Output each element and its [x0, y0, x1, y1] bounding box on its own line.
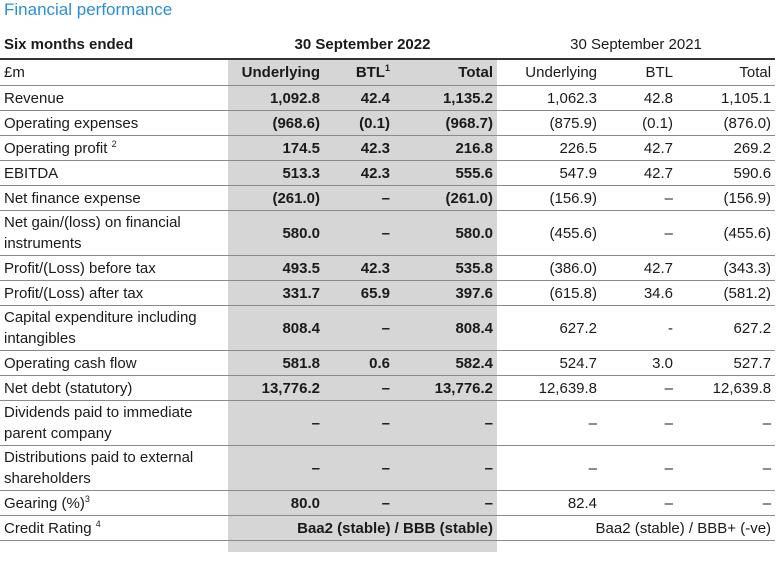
row-label: Operating profit $^2$	[0, 136, 228, 161]
table-row	[0, 446, 775, 491]
cell-underlying-2022: (261.0)	[228, 186, 324, 211]
cell-total-2022: –	[394, 491, 497, 516]
cell-btl-2021: 42.7	[601, 161, 677, 186]
cell-btl-2021: 42.8	[601, 86, 677, 111]
cell-underlying-2022: 331.7	[228, 281, 324, 306]
col-underlying-2022: Underlying	[228, 59, 324, 86]
table-row	[0, 111, 775, 136]
unit-label: £m	[0, 59, 228, 86]
row-label: Revenue	[0, 86, 228, 111]
row-label: Operating expenses	[0, 111, 228, 136]
cell-total-2022: 216.8	[394, 136, 497, 161]
cell-total-2021: (876.0)	[677, 111, 775, 136]
cell-btl-2021: 3.0	[601, 351, 677, 376]
cell-btl-2022: –	[324, 211, 394, 256]
col-btl-2021: BTL	[601, 59, 677, 86]
credit-rating-2022: Baa2 (stable) / BBB (stable)	[228, 516, 497, 541]
cell-total-2022: (261.0)	[394, 186, 497, 211]
cell-btl-2021: –	[601, 211, 677, 256]
row-label: Gearing (%)$^3$	[0, 491, 228, 516]
table-row	[0, 86, 775, 111]
cell-underlying-2021: 547.9	[497, 161, 601, 186]
cell-btl-2022: –	[324, 401, 394, 446]
table-row	[0, 186, 775, 211]
cell-btl-2022: –	[324, 306, 394, 351]
cell-btl-2021: 34.6	[601, 281, 677, 306]
cell-underlying-2021: –	[497, 401, 601, 446]
cell-underlying-2022: 13,776.2	[228, 376, 324, 401]
cell-total-2022: –	[394, 401, 497, 446]
table-row	[0, 491, 775, 516]
table-row	[0, 256, 775, 281]
cell-btl-2022: 42.3	[324, 161, 394, 186]
row-label: Dividends paid to immediate parent company	[0, 401, 228, 446]
cell-underlying-2022: (968.6)	[228, 111, 324, 136]
cell-btl-2022: –	[324, 186, 394, 211]
cell-underlying-2021: 226.5	[497, 136, 601, 161]
cell-total-2021: (455.6)	[677, 211, 775, 256]
cell-underlying-2021: (615.8)	[497, 281, 601, 306]
cell-btl-2022: 0.6	[324, 351, 394, 376]
cell-underlying-2022: 808.4	[228, 306, 324, 351]
cell-total-2021: 527.7	[677, 351, 775, 376]
cell-total-2022: 13,776.2	[394, 376, 497, 401]
cell-btl-2021: 42.7	[601, 256, 677, 281]
cell-btl-2022: 42.3	[324, 256, 394, 281]
cell-underlying-2021: (455.6)	[497, 211, 601, 256]
cell-underlying-2021: –	[497, 446, 601, 491]
table-row	[0, 306, 775, 351]
cell-btl-2021: (0.1)	[601, 111, 677, 136]
cell-total-2022: 535.8	[394, 256, 497, 281]
period-label: Six months ended	[0, 30, 228, 59]
cell-underlying-2021: 12,639.8	[497, 376, 601, 401]
cell-btl-2022: (0.1)	[324, 111, 394, 136]
row-label: Net finance expense	[0, 186, 228, 211]
table-row	[0, 211, 775, 256]
table-row	[0, 351, 775, 376]
cell-total-2022: 580.0	[394, 211, 497, 256]
row-label: EBITDA	[0, 161, 228, 186]
col-total-2021: Total	[677, 59, 775, 86]
cell-underlying-2022: 493.5	[228, 256, 324, 281]
row-label: Profit/(Loss) after tax	[0, 281, 228, 306]
cell-btl-2021: –	[601, 186, 677, 211]
cell-btl-2021: –	[601, 401, 677, 446]
cell-btl-2022: –	[324, 446, 394, 491]
row-label: Capital expenditure including intangibles	[0, 306, 228, 351]
period-header-row	[0, 30, 775, 59]
cell-underlying-2022: –	[228, 446, 324, 491]
cell-total-2022: 555.6	[394, 161, 497, 186]
table-row	[0, 281, 775, 306]
column-header-row	[0, 59, 775, 86]
cell-total-2021: 269.2	[677, 136, 775, 161]
cell-total-2022: 397.6	[394, 281, 497, 306]
cell-total-2021: 1,105.1	[677, 86, 775, 111]
credit-rating-2021: Baa2 (stable) / BBB+ (-ve)	[497, 516, 775, 541]
cell-total-2021: 627.2	[677, 306, 775, 351]
row-label: Net debt (statutory)	[0, 376, 228, 401]
cell-underlying-2021: (156.9)	[497, 186, 601, 211]
cell-underlying-2021: 627.2	[497, 306, 601, 351]
section-title: Financial performance	[4, 0, 173, 19]
cell-underlying-2022: 581.8	[228, 351, 324, 376]
table-row	[0, 161, 775, 186]
row-label: Profit/(Loss) before tax	[0, 256, 228, 281]
cell-total-2022: 808.4	[394, 306, 497, 351]
cell-total-2021: 12,639.8	[677, 376, 775, 401]
cell-underlying-2021: (386.0)	[497, 256, 601, 281]
cell-total-2021: 590.6	[677, 161, 775, 186]
cell-btl-2021: –	[601, 376, 677, 401]
financial-performance-table	[0, 30, 775, 541]
row-label: Net gain/(loss) on financial instruments	[0, 211, 228, 256]
cell-total-2021: –	[677, 491, 775, 516]
period-2021-header: 30 September 2021	[497, 30, 775, 59]
col-total-2022: Total	[394, 59, 497, 86]
row-label: Distributions paid to external shareholders	[0, 446, 228, 491]
cell-underlying-2021: 524.7	[497, 351, 601, 376]
table-row	[0, 136, 775, 161]
table-row	[0, 376, 775, 401]
cell-btl-2022: –	[324, 376, 394, 401]
col-btl-2022: BTL$^1$	[324, 59, 394, 86]
cell-underlying-2022: 174.5	[228, 136, 324, 161]
cell-btl-2022: –	[324, 491, 394, 516]
cell-btl-2021: –	[601, 491, 677, 516]
period-2022-header: 30 September 2022	[228, 30, 497, 59]
row-label: Credit Rating $^4$	[0, 516, 228, 541]
cell-underlying-2022: –	[228, 401, 324, 446]
cell-total-2021: (343.3)	[677, 256, 775, 281]
cell-total-2022: –	[394, 446, 497, 491]
cell-underlying-2021: 82.4	[497, 491, 601, 516]
cell-btl-2022: 42.3	[324, 136, 394, 161]
cell-total-2021: –	[677, 401, 775, 446]
cell-total-2021: (581.2)	[677, 281, 775, 306]
cell-btl-2021: 42.7	[601, 136, 677, 161]
cell-underlying-2022: 513.3	[228, 161, 324, 186]
cell-total-2022: (968.7)	[394, 111, 497, 136]
table-body	[0, 86, 775, 516]
cell-underlying-2022: 580.0	[228, 211, 324, 256]
row-label: Operating cash flow	[0, 351, 228, 376]
cell-total-2022: 582.4	[394, 351, 497, 376]
cell-total-2022: 1,135.2	[394, 86, 497, 111]
cell-btl-2022: 42.4	[324, 86, 394, 111]
cell-underlying-2021: 1,062.3	[497, 86, 601, 111]
cell-underlying-2022: 80.0	[228, 491, 324, 516]
table-row	[0, 401, 775, 446]
cell-total-2021: –	[677, 446, 775, 491]
col-underlying-2021: Underlying	[497, 59, 601, 86]
cell-btl-2021: –	[601, 446, 677, 491]
cell-btl-2022: 65.9	[324, 281, 394, 306]
cell-underlying-2022: 1,092.8	[228, 86, 324, 111]
credit-rating-row	[0, 516, 775, 541]
cell-underlying-2021: (875.9)	[497, 111, 601, 136]
cell-total-2021: (156.9)	[677, 186, 775, 211]
cell-btl-2021: -	[601, 306, 677, 351]
